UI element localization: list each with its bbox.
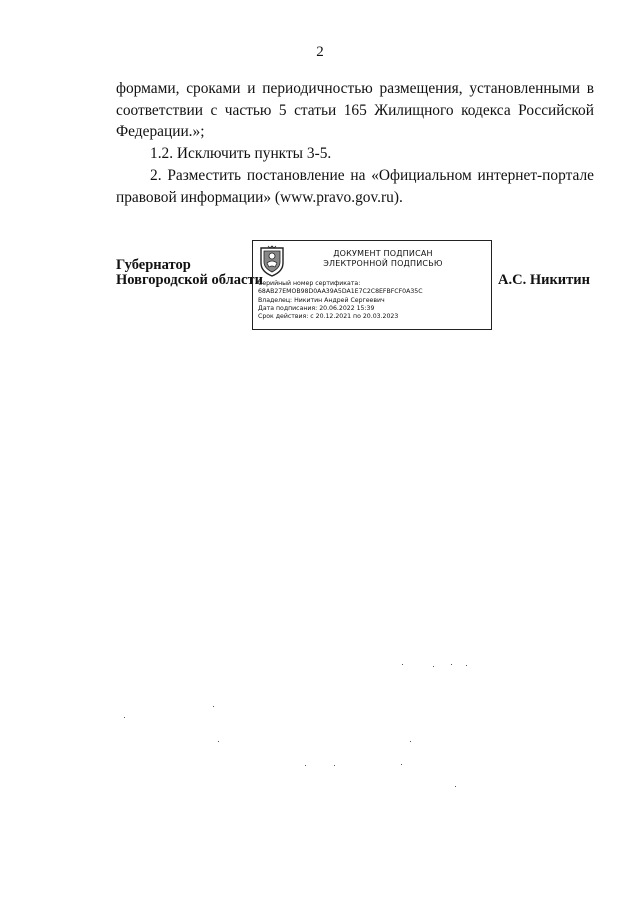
signatory-name: А.С. Никитин bbox=[498, 272, 590, 288]
scan-speck bbox=[124, 717, 125, 718]
paragraph-line: соответствии с частью 5 статьи 165 Жилищного кодекса Российской bbox=[116, 101, 594, 119]
scan-speck bbox=[402, 664, 403, 665]
signatory-position-line: Новгородской области bbox=[116, 272, 263, 288]
signatory-position bbox=[116, 258, 263, 288]
scan-speck bbox=[466, 665, 467, 666]
stamp-validity: Срок действия: с 20.12.2021 по 20.03.2023 bbox=[258, 313, 399, 321]
stamp-serial-label: Серийный номер сертификата: bbox=[258, 280, 361, 287]
scan-speck bbox=[218, 741, 219, 742]
stamp-signed-date: Дата подписания: 20.06.2022 15:39 bbox=[258, 304, 375, 312]
signatory-position-line: Губернатор bbox=[116, 257, 191, 273]
stamp-details bbox=[258, 280, 423, 321]
coat-of-arms-icon bbox=[258, 245, 286, 277]
scan-speck bbox=[213, 706, 214, 707]
item-2 bbox=[116, 165, 594, 208]
stamp-title bbox=[293, 249, 473, 269]
electronic-signature-stamp bbox=[252, 240, 492, 330]
page-number: 2 bbox=[316, 44, 324, 60]
paragraph-line: Федерации.»; bbox=[116, 123, 205, 140]
stamp-owner: Владелец: Никитин Андрей Сергеевич bbox=[258, 296, 385, 304]
item-1-2-text: 1.2. Исключить пункты 3-5. bbox=[150, 145, 332, 162]
scan-speck bbox=[410, 741, 411, 742]
scan-speck bbox=[334, 765, 335, 766]
paragraph-line: формами, сроками и периодичностью размещения, установленными в bbox=[116, 80, 594, 97]
scan-speck bbox=[305, 765, 306, 766]
item-2-line: 2. Разместить постановление на «Официальном интернет-портале bbox=[150, 167, 594, 184]
scan-speck bbox=[451, 664, 452, 665]
scan-speck bbox=[401, 764, 402, 765]
scan-speck bbox=[433, 666, 434, 667]
stamp-title-line: ДОКУМЕНТ ПОДПИСАН bbox=[333, 249, 433, 258]
stamp-serial-value: 68AB27EMOB98D0AA39A5DA1E7C2C8EFBFCF0A35C bbox=[258, 288, 423, 296]
stamp-title-line: ЭЛЕКТРОННОЙ ПОДПИСЬЮ bbox=[323, 259, 443, 268]
item-1-2 bbox=[116, 143, 594, 165]
paragraph-continuation bbox=[116, 78, 594, 143]
item-2-line: правовой информации» (www.pravo.gov.ru). bbox=[116, 188, 403, 206]
scan-speck bbox=[455, 786, 456, 787]
